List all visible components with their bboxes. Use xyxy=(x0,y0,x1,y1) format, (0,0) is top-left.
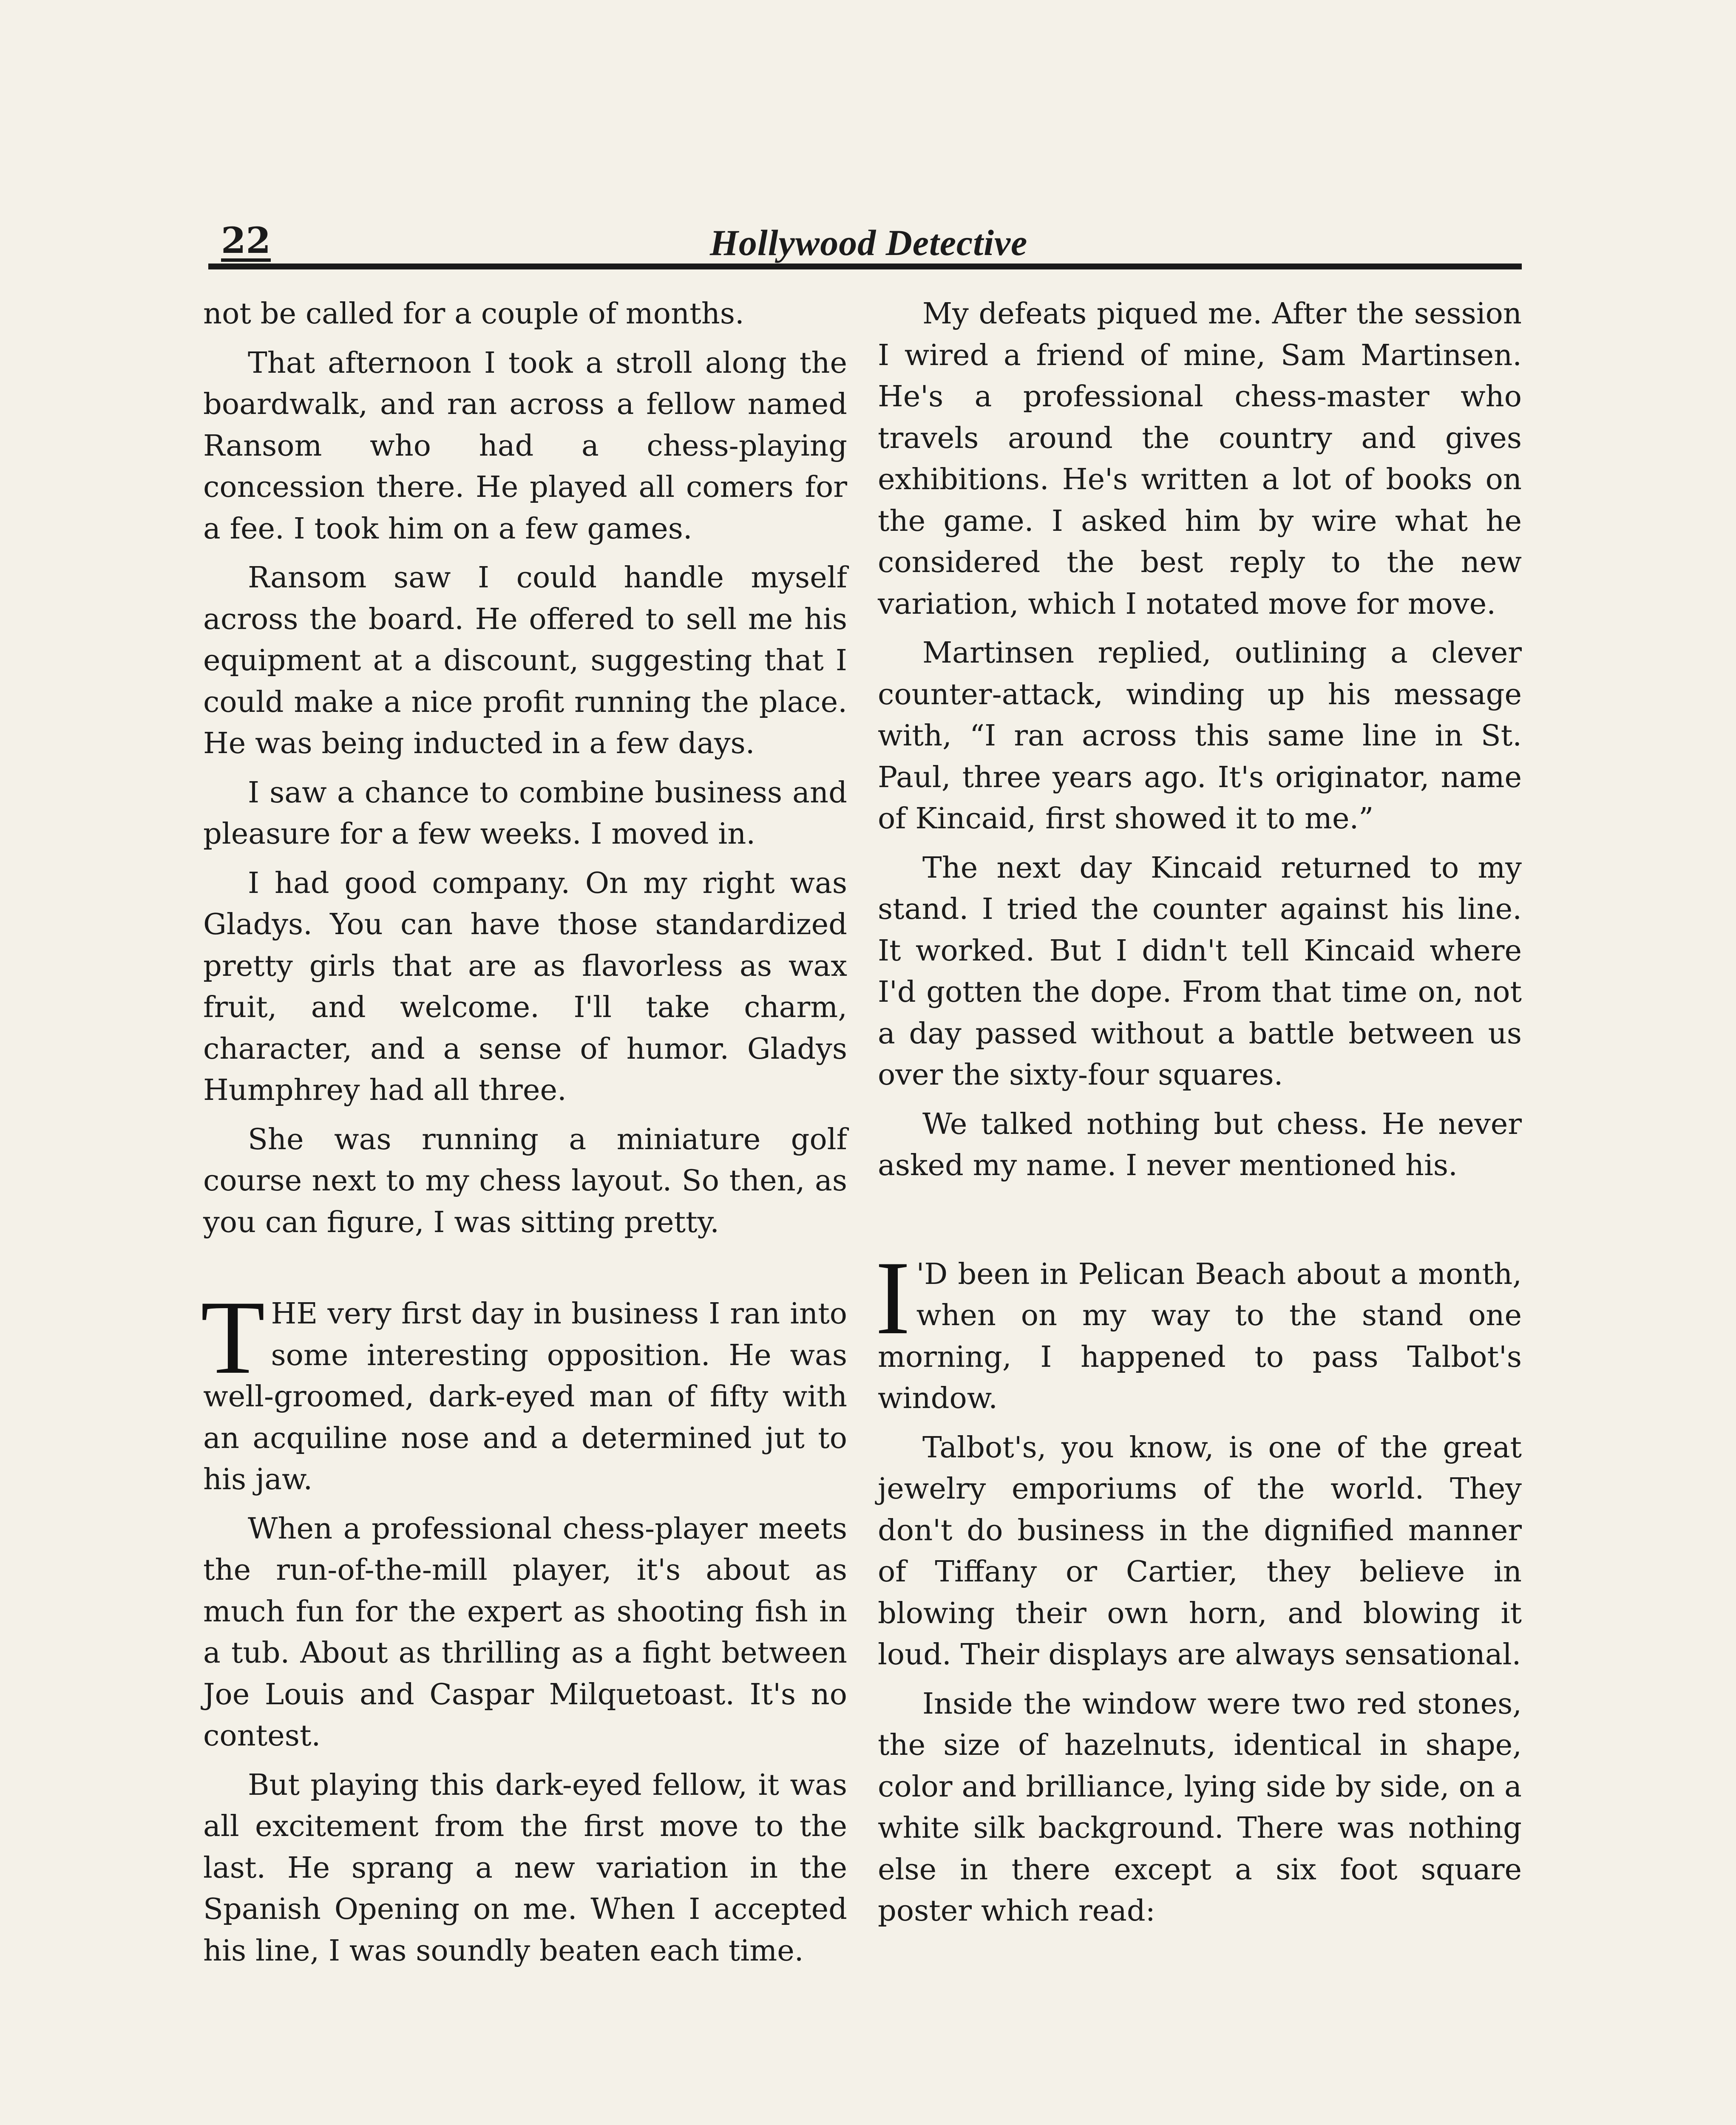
paragraph: I saw a chance to combine business and pleasure for a few weeks. I moved in. xyxy=(203,775,847,851)
paragraph-text: HE very first day in business I ran into some interesting opposition. He was well-groomed, dark-eyed man of fifty with an acquiline nose and a determined jut to his jaw. xyxy=(203,1297,847,1496)
page-number: 22 xyxy=(221,219,271,261)
paragraph: I had good company. On my right was Gladys. You can have those standardized pretty girls that are as flavorless as wax fruit, and welcome. I'll take charm, character, and a sense of humor. Gladys Humphrey had all three. xyxy=(203,866,847,1107)
section-opening-paragraph xyxy=(875,1239,1522,1420)
paragraph: Inside the window were two red stones, the size of hazelnuts, identical in shape, color and brilliance, lying side by side, on a white silk background. There was nothing else in there except a six foot square poster which read: xyxy=(878,1686,1522,1928)
paragraph: We talked nothing but chess. He never asked my name. I never mentioned his. xyxy=(878,1107,1522,1182)
running-title: Hollywood Detective xyxy=(710,222,1028,263)
paragraph: That afternoon I took a stroll along the boardwalk, and ran across a fellow named Ransom who had a chess-playing concession there. He played all comers for a fee. I took him on a few games. xyxy=(203,346,847,546)
page-header xyxy=(208,200,1522,269)
paragraph: When a professional chess-player meets the run-of-the-mill player, it's about as much fun for the expert as shooting fish in a tub. About as thrilling as a fight between Joe Louis and Caspar Milquetoast. It's no contest. xyxy=(203,1511,847,1753)
drop-cap: T xyxy=(201,1279,265,1396)
paragraph-text: 'D been in Pelican Beach about a month, when on my way to the stand one morning, I happened to pass Talbot's window. xyxy=(878,1257,1522,1415)
paragraph: Talbot's, you know, is one of the great jewelry emporiums of the world. They don't do business in the dignified manner of Tiffany or Cartier, they believe in blowing their own horn, and blowing it loud. Their displays are always sensational. xyxy=(878,1430,1522,1672)
paragraph: She was running a miniature golf course next to my chess layout. So then, as you can figure, I was sitting pretty. xyxy=(203,1122,847,1239)
section-break xyxy=(203,1251,847,1293)
left-column xyxy=(203,293,847,1979)
right-column xyxy=(875,293,1522,1940)
paragraph: not be called for a couple of months. xyxy=(203,297,744,331)
section-opening-paragraph xyxy=(201,1279,847,1501)
paragraph: But playing this dark-eyed fellow, it was all excitement from the first move to the last. He sprang a new variation in the Spanish Opening on me. When I accepted his line, I was soundly beaten each time. xyxy=(203,1768,847,1968)
paragraph: My defeats piqued me. After the session I wired a friend of mine, Sam Martinsen. He's a professional chess-master who travels around the country and gives exhibitions. He's written a lot of books on the game. I asked him by wire what he considered the best reply to the new variation, which I notated move for move. xyxy=(878,297,1522,621)
paragraph: The next day Kincaid returned to my stand. I tried the counter against his line. It worked. But I didn't tell Kincaid where I'd gotten the dope. From that time on, not a day passed without a battle between us over the sixty-four squares. xyxy=(878,850,1522,1092)
paragraph: Ransom saw I could handle myself across the board. He offered to sell me his equipment at a discount, suggesting that I could make a nice profit running the place. He was being inducted in a few days. xyxy=(203,561,847,760)
drop-cap: I xyxy=(875,1239,911,1356)
paragraph: Martinsen replied, outlining a clever counter-attack, winding up his message with, “I ran across this same line in St. Paul, three years ago. It's originator, name of Kincaid, first showed it to me.” xyxy=(878,636,1522,836)
section-break xyxy=(878,1194,1522,1254)
